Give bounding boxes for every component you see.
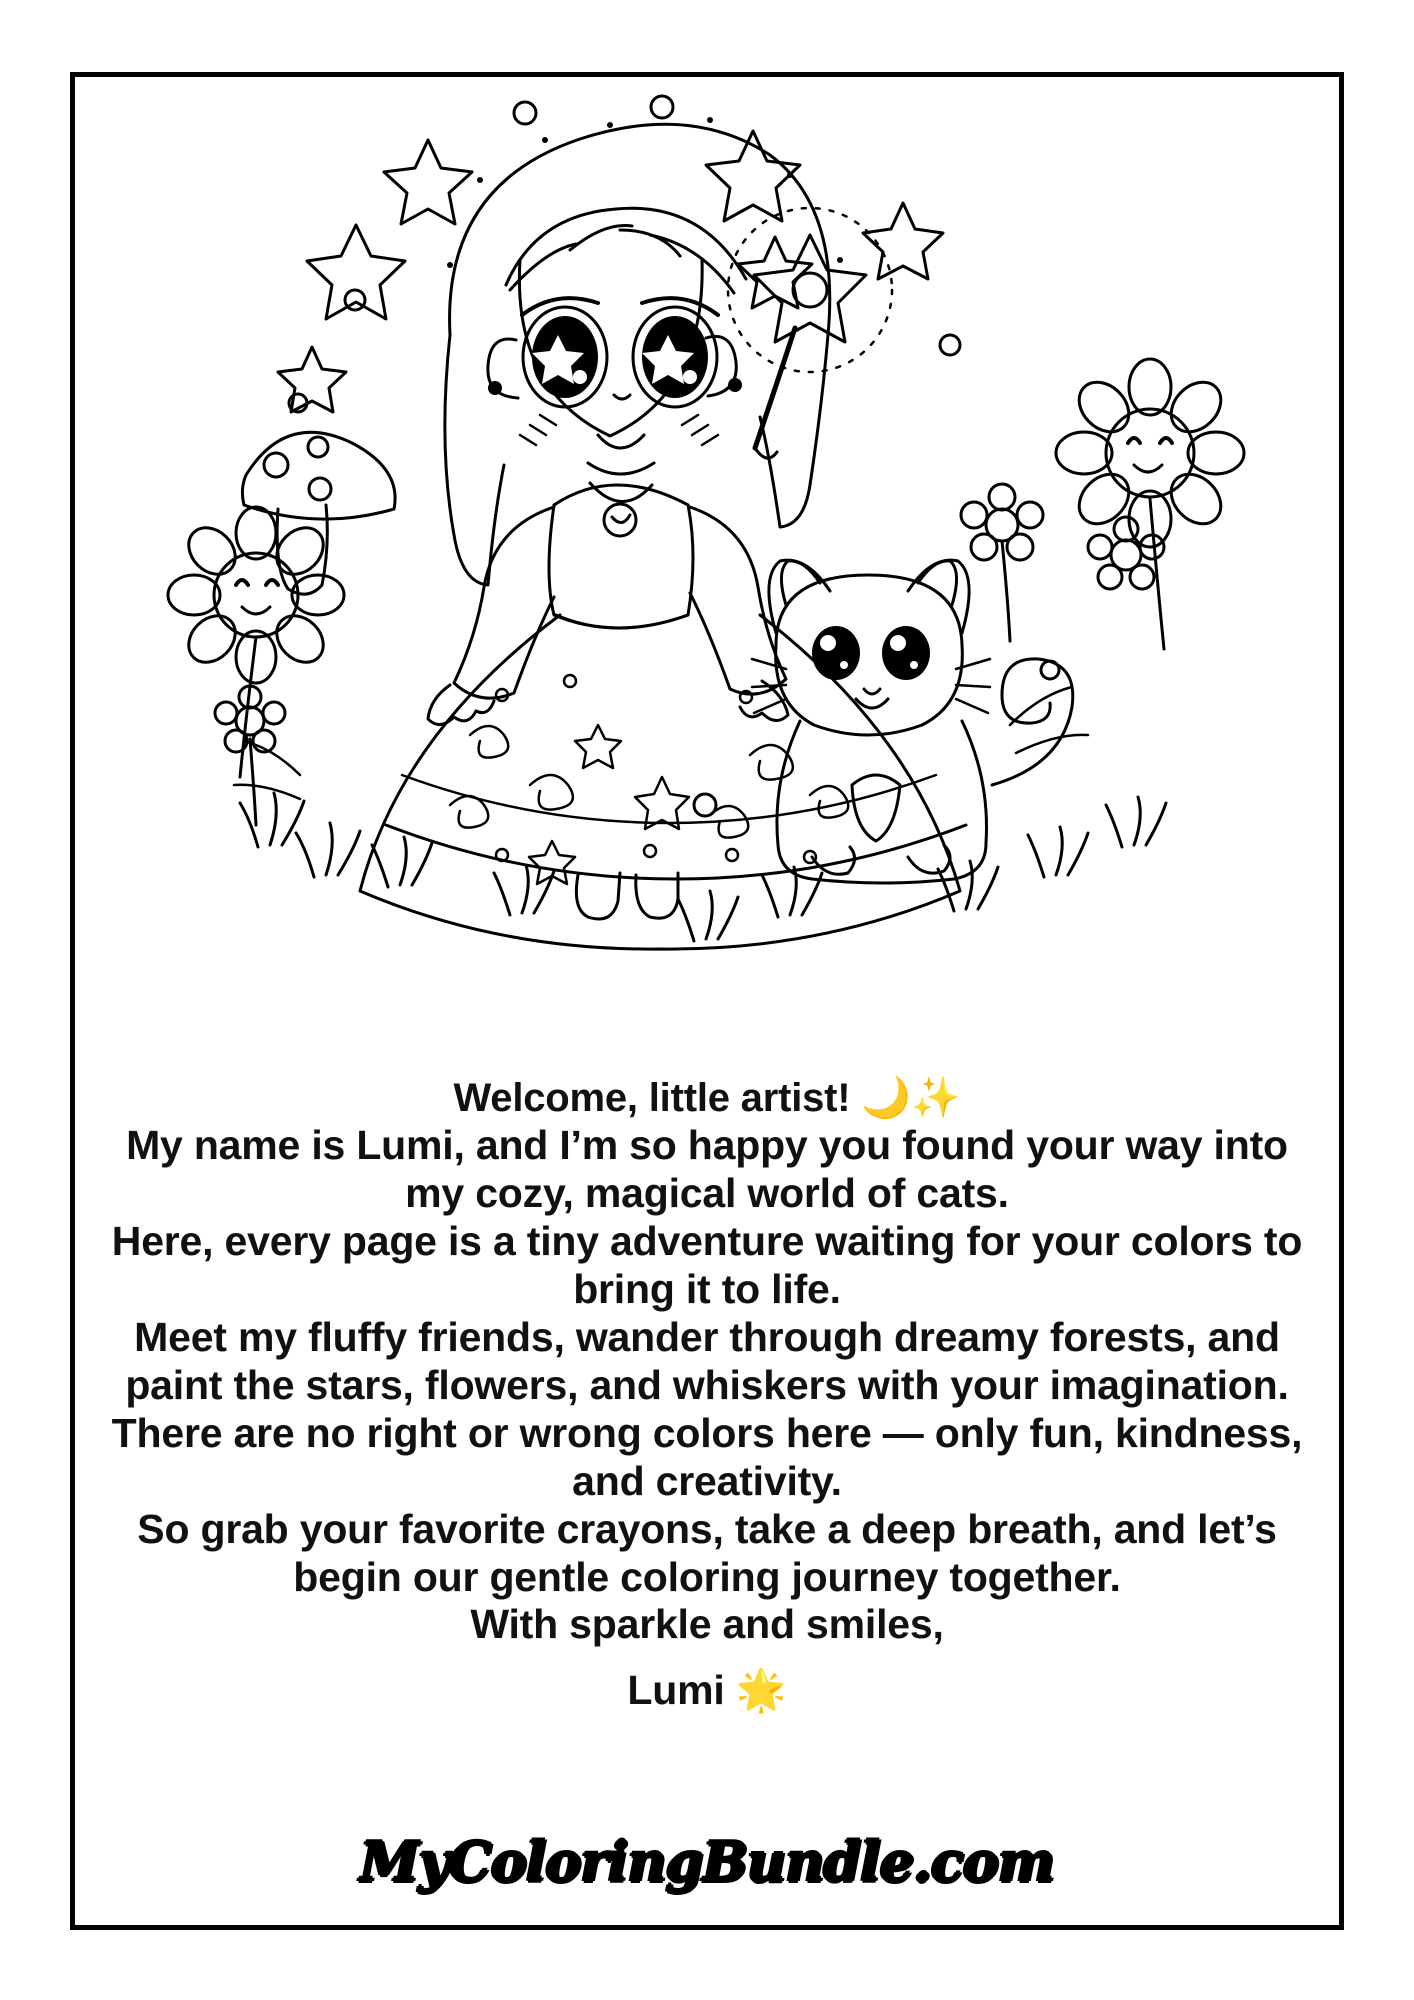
letter-line-4: So grab your favorite crayons, take a deep breath, and let’s begin our gentle coloring journey together. — [137, 1505, 1277, 1600]
magic-wand — [728, 208, 892, 458]
flower-right — [1056, 359, 1244, 649]
left-sleeve — [454, 507, 554, 698]
letter-line-5: With sparkle and smiles, — [470, 1601, 944, 1648]
letter-signature — [95, 1667, 1319, 1715]
letter-line-3: Meet my fluffy friends, wander through dreamy forests, and paint the stars, flowers, and whiskers with your imagination. There are no right or wrong colors here — only fun, kindness, and creativity. — [111, 1313, 1303, 1504]
letter-greeting-text: Welcome, little artist! — [453, 1076, 851, 1120]
sparkle-halo — [447, 117, 843, 268]
girl-with-magic-wand-and-cat-coloring-illustration — [150, 85, 1260, 1065]
star-icon: 🌟 — [735, 1666, 787, 1715]
moon-sparkle-icon: 🌙✨ — [861, 1075, 961, 1121]
eyes — [522, 298, 718, 407]
cat — [752, 560, 1073, 883]
welcome-letter — [95, 1075, 1319, 1715]
signature-name: Lumi — [627, 1667, 725, 1714]
footer — [0, 1830, 1414, 1894]
brand-wordmark: MyColoringBundle.com — [359, 1830, 1055, 1894]
letter-line-2: Here, every page is a tiny adventure waiting for your colors to bring it to life. — [111, 1217, 1303, 1312]
left-shoe — [576, 873, 620, 919]
mushroom — [242, 432, 395, 594]
skirt-pattern — [450, 675, 848, 884]
right-sleeve — [690, 507, 786, 694]
flower-left — [168, 507, 344, 777]
letter-line-1: My name is Lumi, and I’m so happy you found your way into my cozy, magical world of cats. — [126, 1121, 1288, 1216]
letter-greeting — [95, 1075, 1319, 1122]
